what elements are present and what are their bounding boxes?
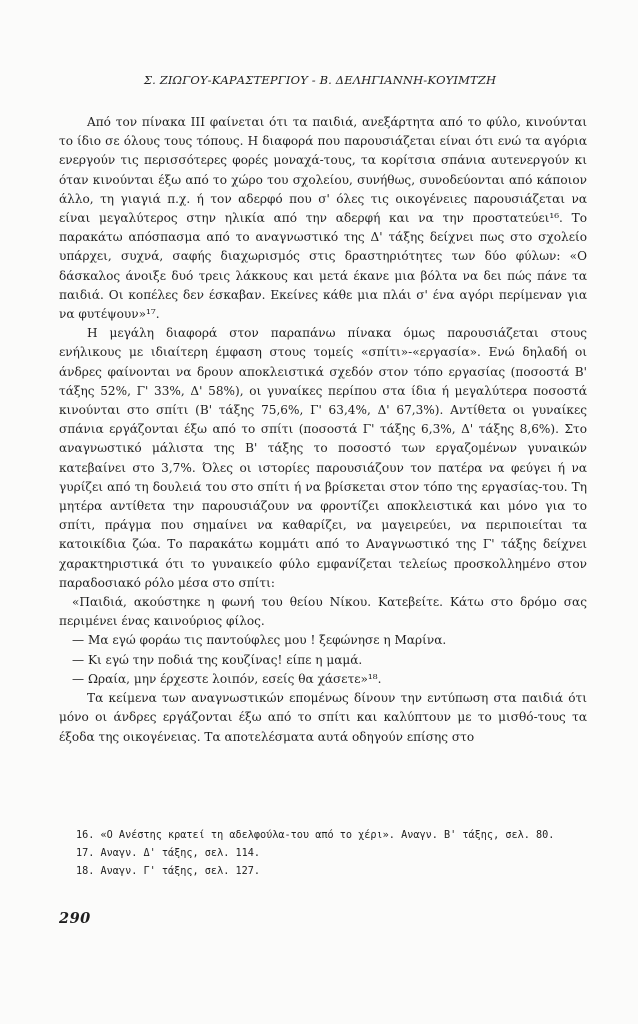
quote-intro: «Παιδιά, ακούστηκε η φωνή του θείου Νίκου. Κατεβείτε. Κάτω στο δρόμο σας περιμένει ένας καινούριος φίλος. — [59, 595, 587, 629]
footnote-16: 16. «Ο Ανέστης κρατεί τη αδελφούλα-του από το χέρι». Αναγν. Β' τάξης, σελ. 80. — [76, 830, 555, 841]
dialog-line-2: — Κι εγώ την ποδιά της κουζίνας! είπε η μαμά. — [72, 652, 363, 667]
page-number: 290 — [59, 910, 91, 927]
main-text — [59, 113, 587, 747]
paragraph-2: Η μεγάλη διαφορά στον παραπάνω πίνακα όμως παρουσιάζεται στους ενήλικους με ιδιαίτερη έμφαση στους τομείς «σπίτι»-«εργασία». Ενώ δηλαδή οι άνδρες φαίνονται να δρουν αποκλειστικά σχεδόν στον τόπο εργασίας (ποσοστά Β' τάξης 52%, Γ' 33%, Δ' 58%), οι γυναίκες περίπου στα ίδια ή μεγαλύτερα ποσοστά κινούνται στο σπίτι (Β' τάξης 75,6%, Γ' 63,4%, Δ' 67,3%). Αντίθετα οι γυναίκες σπάνια εργάζονται έξω από το σπίτι (ποσοστά Γ' τάξης 6,3%, Δ' τάξης 8,6%). Στο αναγνωστικό μάλιστα της Β' τάξης το ποσοστό των εργαζομένων γυναικών κατεβαίνει στο 3,7%. Όλες οι ιστορίες παρουσιάζουν τον πατέρα να φεύγει ή να γυρίζει από τη δουλειά του στο σπίτι ή να βρίσκεται στον τόπο της εργασίας-του. Τη μητέρα αντίθετα την παρουσιάζουν να φροντίζει αποκλειστικά και μόνο για το σπίτι, πράγμα που σημαίνει να καθαρίζει, να μαγειρεύει, να περιποιείται τα κατοικίδια ζώα. Το παρακάτω κομμάτι από το Αναγνωστικό της Γ' τάξης δείχνει χαρακτηριστικά ότι το γυναικείο φύλο εμφανίζεται τελείως προσκολλημένο στον παραδοσιακό ρόλο μέσα στο σπίτι: — [59, 326, 587, 590]
footnote-18: 18. Αναγν. Γ' τάξης, σελ. 127. — [76, 866, 261, 878]
dialog-line-1: — Μα εγώ φοράω τις παντούφλες μου ! ξεφώνησε η Μαρίνα. — [72, 633, 447, 648]
footnotes — [76, 827, 586, 882]
footnote-17: 17. Αναγν. Δ' τάξης, σελ. 114. — [76, 848, 261, 860]
paragraph-1: Από τον πίνακα ΙΙΙ φαίνεται ότι τα παιδιά, ανεξάρτητα από το φύλο, κινούνται το ίδιο σε όλους τους τόπους. Η διαφορά που παρουσιάζεται είναι ότι ενώ τα αγόρια ενεργούν τις περισσότερες φορές μοναχά-τους, τα κορίτσια σπάνια αυτενεργούν κι όταν κινούνται έξω από το χώρο του σχολείου, συνήθως, συνοδεύονται από κάποιον άλλο, τη γιαγιά π.χ. ή τον αδερφό που σ' όλες τις οικογένειες παρουσιάζεται να είναι μεγαλύτερος στην ηλικία από την αδερφή και να την προστατεύει¹⁶. Το παρακάτω απόσπασμα από το αναγνωστικό της Δ' τάξης δείχνει πως στο σχολείο υπάρχει, συχνά, σαφής διαχωρισμός στις δραστηριότητες των δύο φύλων: «Ο δάσκαλος άνοιξε δυό τρεις λάκκους και μετά έκανε μια βόλτα να δει πώς πάνε τα παιδιά. Οι κοπέλες δεν έσκαβαν. Εκείνες κάθε μια πλάι σ' ένα αγόρι περίμεναν για να φυτέψουν»¹⁷. — [59, 115, 587, 322]
dialog-line-3: — Ωραία, μην έρχεστε λοιπόν, εσείς θα χάσετε»¹⁸. — [72, 671, 382, 686]
paragraph-closing: Τα κείμενα των αναγνωστικών επομένως δίνουν την εντύπωση στα παιδιά ότι μόνο οι άνδρες εργάζονται έξω από το σπίτι και καλύπτουν με το μισθό-τους τα έξοδα της οικογένειας. Τα αποτελέσματα αυτά οδηγούν επίσης στο — [59, 691, 587, 744]
running-header: Σ. ΖΙΩΓΟΥ-ΚΑΡΑΣΤΕΡΓΙΟΥ - Β. ΔΕΛΗΓΙΑΝΝΗ-ΚΟΥΙΜΤΖΗ — [143, 73, 497, 87]
